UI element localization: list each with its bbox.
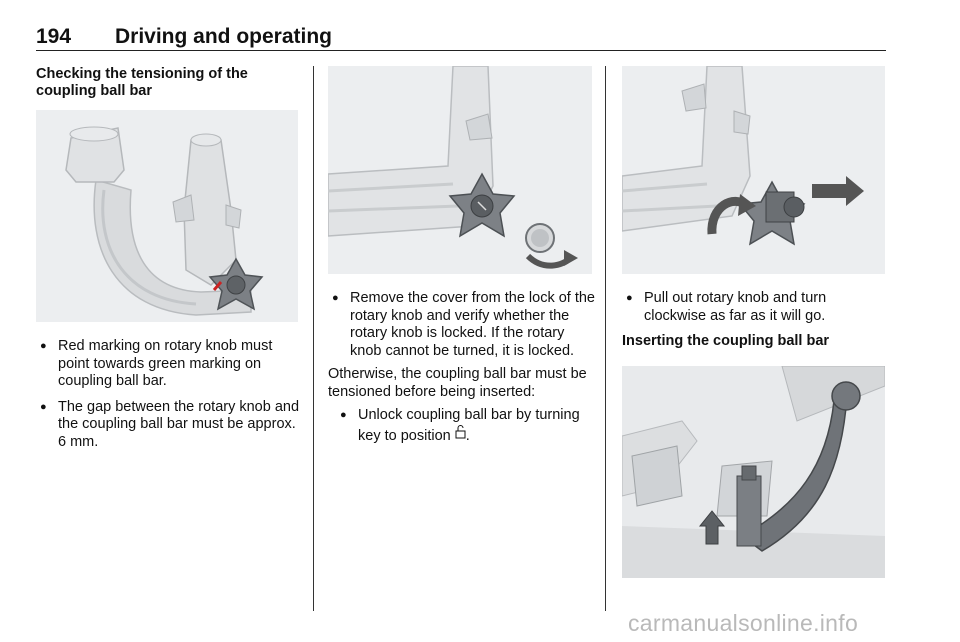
unlock-instruction: Unlock coupling ball bar by turning key to position: [358, 407, 580, 444]
section-heading-tension-check: Checking the tensioning of the coupling ball bar: [36, 66, 248, 99]
section-title: Driving and operating: [115, 25, 333, 48]
bullet-item: ● Remove the cover from the lock of the rotary knob and verify whether the rotary knob is locked. If the rotary knob cannot be turned, it is locked.: [328, 290, 596, 360]
page-header: [36, 25, 886, 51]
column-3-text: [622, 290, 887, 350]
page-number: 194: [36, 25, 72, 48]
header-rule: [36, 50, 886, 51]
column-divider: [605, 66, 606, 611]
bullet-item: ● Red marking on rotary knob must point towards green marking on coupling ball bar.: [36, 338, 301, 391]
sentence-end: .: [465, 427, 470, 444]
bullet-item: ● Pull out rotary knob and turn clockwise as far as it will go.: [622, 290, 887, 325]
illustration-lock-cover: [328, 66, 592, 274]
bullet-item: ● The gap between the rotary knob and the coupling ball bar must be approx. 6 mm.: [36, 399, 301, 452]
column-1: [36, 66, 301, 100]
watermark: carmanualsonline.info: [628, 610, 859, 636]
illustration-rotary-knob: [622, 66, 885, 274]
column-2-text: [328, 290, 596, 453]
bullet-item-unlock: [336, 407, 596, 445]
column-1-text: [36, 338, 301, 459]
paragraph: Otherwise, the coupling ball bar must be tensioned before being inserted:: [328, 366, 587, 400]
illustration-inserting-ball-bar: [622, 366, 885, 578]
padlock-open-icon: [455, 425, 466, 444]
column-divider: [313, 66, 314, 611]
illustration-coupling-ball-bar: [36, 110, 298, 322]
section-heading-inserting: Inserting the coupling ball bar: [622, 333, 830, 349]
